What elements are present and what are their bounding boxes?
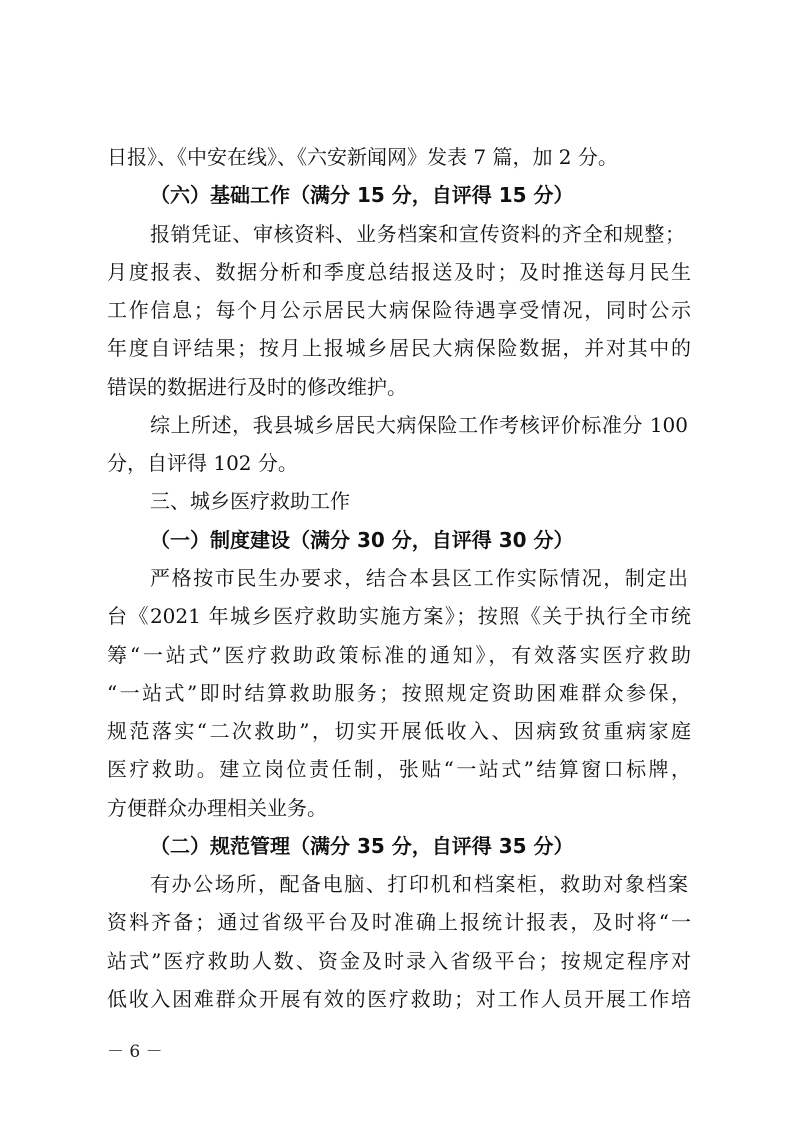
paragraph-line: 资料齐备；通过省级平台及时准确上报统计报表，及时将“一	[107, 910, 691, 934]
paragraph-line: 月度报表、数据分析和季度总结报送及时；及时推送每月民生	[107, 260, 691, 284]
paragraph-line: 医疗救助。建立岗位责任制，张贴“一站式”结算窗口标牌，	[107, 757, 691, 781]
section-heading: （一）制度建设（满分 30 分，自评得 30 分）	[150, 528, 574, 552]
paragraph-line: 有办公场所，配备电脑、打印机和档案柜，救助对象档案	[150, 872, 688, 896]
paragraph-line: 筹“一站式”医疗救助政策标准的通知》，有效落实医疗救助	[107, 643, 691, 667]
paragraph-line: 严格按市民生办要求，结合本县区工作实际情况，制定出	[150, 566, 688, 590]
paragraph-line: 规范落实“二次救助”，切实开展低收入、因病致贫重病家庭	[107, 719, 691, 743]
paragraph-line: 分，自评得 102 分。	[107, 451, 298, 475]
paragraph-line: 年度自评结果；按月上报城乡居民大病保险数据，并对其中的	[107, 336, 691, 360]
chapter-heading: 三、城乡医疗救助工作	[150, 489, 350, 513]
paragraph-line: 低收入困难群众开展有效的医疗救助；对工作人员开展工作培	[107, 987, 691, 1011]
paragraph-line: 报销凭证、审核资料、业务档案和宣传资料的齐全和规整；	[150, 222, 685, 246]
page-number: － 6 －	[107, 1042, 163, 1062]
section-heading: （六）基础工作（满分 15 分，自评得 15 分）	[150, 183, 574, 207]
paragraph-line: 台《2021 年城乡医疗救助实施方案》；按照《关于执行全市统	[107, 604, 691, 628]
paragraph-line: 综上所述，我县城乡居民大病保险工作考核评价标准分 100	[150, 413, 688, 437]
paragraph-line: “一站式”即时结算救助服务；按照规定资助困难群众参保，	[107, 681, 691, 705]
paragraph-line: 工作信息；每个月公示居民大病保险待遇享受情况，同时公示	[107, 298, 691, 322]
paragraph-line: 错误的数据进行及时的修改维护。	[107, 375, 407, 399]
text-line: 日报》、《中安在线》、《六安新闻网》发表 7 篇，加 2 分。	[107, 145, 618, 169]
paragraph-line: 方便群众办理相关业务。	[107, 796, 327, 820]
section-heading: （二）规范管理（满分 35 分，自评得 35 分）	[150, 834, 574, 858]
paragraph-line: 站式”医疗救助人数、资金及时录入省级平台；按规定程序对	[107, 949, 691, 973]
